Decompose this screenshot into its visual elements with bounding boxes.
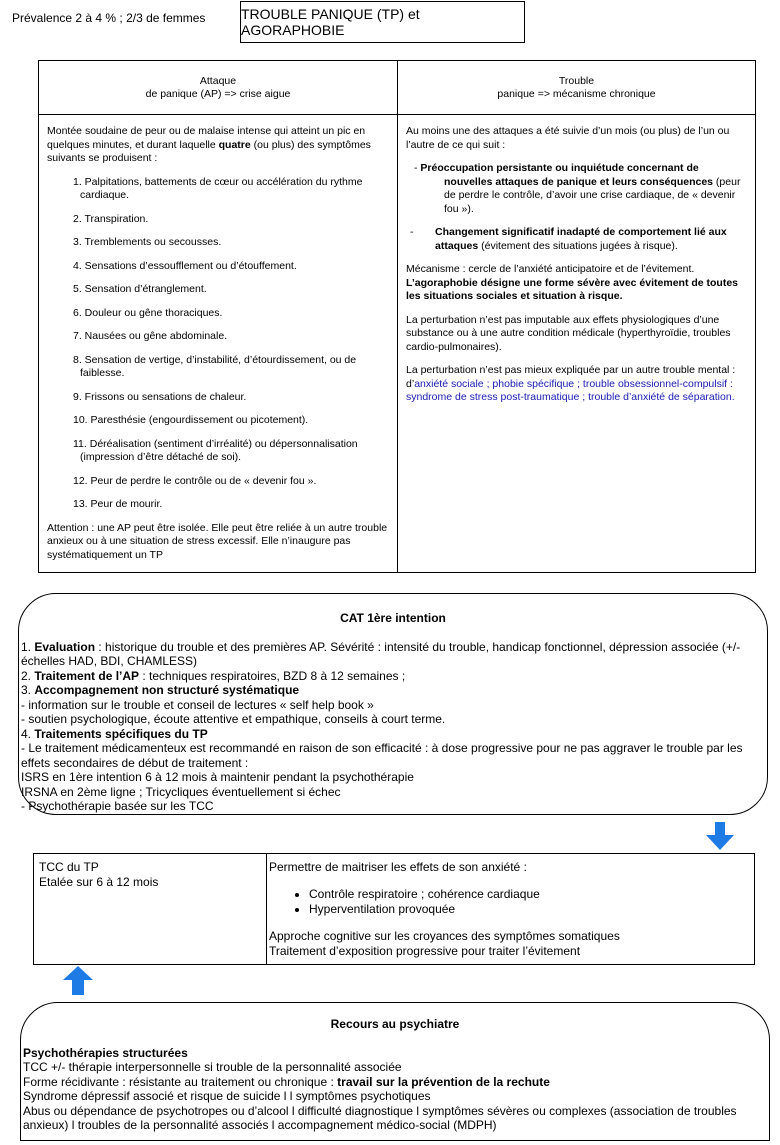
tcc-exposure: Traitement d’exposition progressive pour traiter l’évitement (269, 944, 581, 958)
symptom-item (47, 414, 389, 428)
header-trouble (398, 61, 756, 115)
arrow-down-icon (706, 822, 734, 850)
symptom-item (47, 330, 389, 344)
cat-step-4c: IRSNA en 2ème ligne ; Tricycliques éventuellement si échec (21, 784, 341, 799)
recours-line-2-bold: travail sur la prévention de la rechute (337, 1074, 550, 1089)
recours-line-2 (23, 1075, 769, 1090)
symptom-text: 9. Frissons ou sensations de chaleur. (73, 390, 247, 403)
separator: ; (579, 391, 589, 403)
cat-box (18, 593, 768, 815)
recours-subtitle: Psychothérapies structurées (23, 1045, 188, 1060)
attaque-intro (47, 125, 389, 166)
criterion-1-bold: Préoccupation persistante ou inquiétude concernant de nouvelles attaques de panique et leurs conséquences (420, 162, 714, 188)
tcc-left-cell (34, 854, 267, 964)
cat-step-3 (21, 683, 767, 698)
dash: - (414, 162, 421, 174)
prevalence-note: Prévalence 2 à 4 % ; 2/3 de femmes (12, 11, 206, 25)
link-ptsd[interactable]: syndrome de stress post-traumatique (406, 391, 580, 403)
symptom-item (47, 213, 389, 227)
symptom-item (47, 475, 389, 489)
dash: - (410, 226, 414, 238)
period: . (731, 391, 735, 403)
attaque-intro-text: Montée soudaine de peur ou de malaise intense qui atteint un pic en quelques minutes, et durant laquelle (47, 125, 366, 151)
step-text: : historique du trouble et des premières AP. Sévérité : intensité du trouble, handicap fonctionnel, dépression associée (+/- échelles HAD, BDI, CHAMLESS) (21, 639, 741, 668)
recours-title: Recours au psychiatre (330, 1017, 460, 1031)
recours-body (21, 1046, 769, 1133)
step-label: Accompagnement non structuré systématique (34, 683, 300, 697)
symptom-text: 1. Palpitations, battements de cœur ou accélération du rythme cardiaque. (73, 175, 363, 201)
symptom-text: 2. Transpiration. (73, 212, 149, 225)
symptom-text: 6. Douleur ou gêne thoraciques. (73, 306, 223, 319)
tcc-right-cell (268, 854, 754, 964)
link-phobie-specifique[interactable]: phobie spécifique (492, 377, 575, 390)
trouble-criterion-2 (406, 226, 747, 253)
cat-step-4a: - Le traitement médicamenteux est recommandé en raison de son efficacité : à dose progressive pour ne pas aggraver le trouble par les effets secondaires de début de traitement : (21, 741, 743, 770)
cat-step-2 (21, 669, 767, 684)
symptom-item (47, 236, 389, 250)
attaque-note: Attention : une AP peut être isolée. Elle peut être reliée à un autre trouble anxieux ou à une situation de stress excessif. Elle n’inaugure pas systématiquement un TP (47, 521, 388, 561)
tcc-bullet: • Contrôle respiratoire ; cohérence cardiaque (309, 887, 754, 902)
attaque-cell (39, 115, 398, 573)
link-toc[interactable]: trouble obsessionnel-compulsif (582, 377, 728, 390)
step-text: : techniques respiratoires, BZD 8 à 12 semaines ; (139, 668, 406, 683)
cat-step-4 (21, 727, 767, 742)
separator: ; (483, 377, 493, 390)
symptom-text: 5. Sensation d’étranglement. (73, 283, 207, 295)
cat-step-4d: - Psychothérapie basée sur les TCC (21, 799, 214, 813)
symptom-item (47, 498, 389, 512)
header-attaque-line2: de panique (AP) => crise aigue (145, 87, 291, 100)
link-anxiete-sociale[interactable]: anxiété sociale (414, 377, 484, 390)
step-label: Traitement de l’AP (34, 668, 140, 683)
recours-line-4: Abus ou dépendance de psychotropes ou d’alcool l difficulté diagnostique l symptômes sévères ou complexes (association de troubles anxieux) l troubles de la personnalité associés l accompagnement médico-social (MDPH) (23, 1103, 737, 1132)
cat-body (19, 640, 767, 814)
symptom-text: 8. Sensation de vertige, d’instabilité, d’étourdissement, ou de faiblesse. (73, 353, 357, 379)
criterion-2-rest: (évitement des situations jugées à risque). (478, 239, 678, 252)
step-number: 4. (21, 726, 35, 741)
perturbation-differential (406, 364, 747, 405)
perturbation-substance: La perturbation n’est pas imputable aux effets physiologiques d’une substance ou à une autre condition médicale (hyperthyroïdie, troubles cardio-pulmonaires). (406, 313, 731, 353)
header-trouble-line2: panique => mécanisme chronique (497, 87, 656, 100)
mechanism-text: Mécanisme : cercle de l’anxiété anticipatoire et de l’évitement. (406, 263, 695, 275)
definitions-table (38, 60, 756, 573)
page-title-text: TROUBLE PANIQUE (TP) et AGORAPHOBIE (241, 6, 420, 38)
cat-step-3a: - information sur le trouble et conseil de lectures « self help book » (21, 697, 374, 712)
symptom-item (47, 354, 389, 381)
separator: : (727, 377, 733, 390)
symptom-text: 10. Paresthésie (engourdissement ou picotement). (73, 414, 309, 426)
symptom-item (47, 283, 389, 297)
tcc-table (33, 853, 755, 965)
link-anxiete-separation[interactable]: trouble d’anxiété de séparation (588, 391, 732, 403)
attaque-intro-end: (ou plus) des symptômes suivants se produisent : (47, 138, 371, 164)
tcc-bullet: • Hyperventilation provoquée (309, 902, 754, 917)
cat-step-1 (21, 640, 767, 669)
tcc-cognitive: Approche cognitive sur les croyances des symptômes somatiques (269, 929, 620, 943)
criterion-1-rest: (peur de perdre le contrôle, d’avoir une crise cardiaque, de « devenir fou »). (444, 175, 741, 215)
recours-box (20, 1002, 770, 1141)
header-trouble-line1: Trouble (558, 74, 595, 87)
attaque-intro-bold: quatre (218, 138, 251, 151)
tcc-goal: Permettre de maitriser les effets de son anxiété : (269, 860, 527, 874)
recours-line-2-text: Forme récidivante : résistante au traitement ou chronique : (23, 1074, 338, 1089)
step-number: 2. (21, 668, 35, 683)
cat-step-4b: ISRS en 1ère intention 6 à 12 mois à maintenir pendant la psychothérapie (21, 770, 414, 784)
symptom-text: 3. Tremblements ou secousses. (73, 236, 222, 248)
recours-line-3: Syndrome dépressif associé et risque de suicide l l symptômes psychotiques (23, 1089, 431, 1103)
tcc-bullet-list (269, 887, 754, 917)
trouble-cell (398, 115, 756, 573)
symptom-text: 4. Sensations d’essoufflement ou d’étouffement. (73, 259, 297, 272)
symptom-text: 7. Nausées ou gêne abdominale. (73, 330, 228, 342)
criterion-2-bold: Changement significatif inadapté de comportement lié aux attaques (435, 226, 727, 252)
symptom-item (47, 391, 389, 405)
cat-step-3b: - soutien psychologique, écoute attentive et empathique, conseils à court terme. (21, 712, 446, 726)
cat-title: CAT 1ère intention (340, 611, 446, 625)
tcc-title: TCC du TP (39, 860, 99, 874)
symptom-list (47, 176, 389, 512)
trouble-intro: Au moins une des attaques a été suivie d’un mois (ou plus) de l’un ou l’autre de ce qui suit : (406, 125, 730, 151)
agoraphobia-definition: L’agoraphobie désigne une forme sévère avec évitement de toutes les situations sociales et situation à risque. (406, 276, 739, 302)
arrow-up-icon (63, 966, 93, 995)
differential-intro: La perturbation n’est pas mieux expliquée par un autre trouble mental : d’ (406, 364, 736, 390)
header-attaque (39, 61, 398, 115)
trouble-criterion-1 (406, 162, 747, 216)
page-title (240, 1, 525, 43)
symptom-item (47, 260, 389, 274)
recours-line-1: TCC +/- thérapie interpersonnelle si trouble de la personnalité associée (23, 1060, 402, 1074)
step-number: 3. (21, 683, 35, 697)
symptom-item (47, 438, 389, 465)
symptom-text: 12. Peur de perdre le contrôle ou de « devenir fou ». (73, 474, 317, 487)
header-attaque-line1: Attaque (199, 74, 237, 87)
symptom-text: 11. Déréalisation (sentiment d’irréalité) ou dépersonnalisation (impression d’être détaché de soi). (73, 437, 358, 463)
separator: ; (574, 377, 583, 390)
step-number: 1. (21, 639, 35, 654)
tcc-duration: Etalée sur 6 à 12 mois (39, 875, 159, 889)
step-label: Traitements spécifiques du TP (34, 726, 208, 741)
symptom-text: 13. Peur de mourir. (73, 498, 163, 510)
symptom-item (47, 176, 389, 203)
step-label: Evaluation (34, 639, 96, 654)
symptom-item (47, 307, 389, 321)
